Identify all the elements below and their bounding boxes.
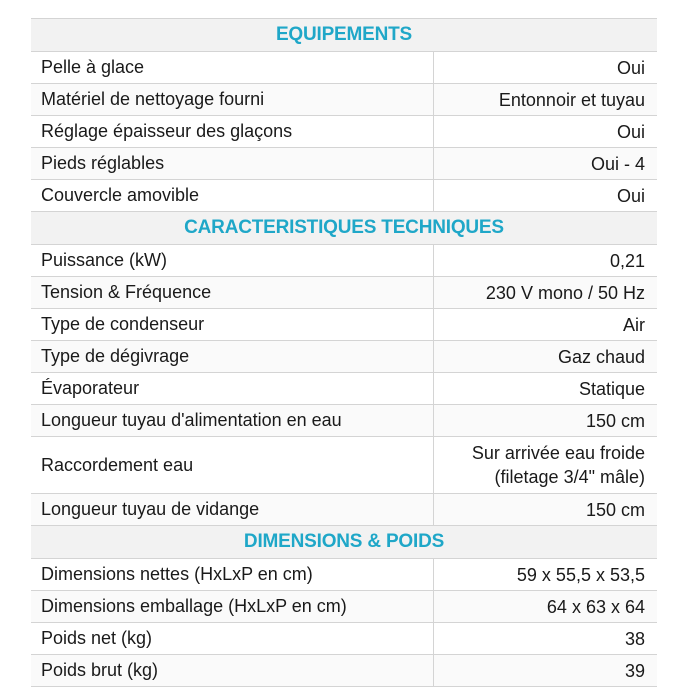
row-value: 38 [624,628,645,649]
row-value: 39 [624,660,645,681]
table-row [31,404,657,436]
table-row [31,340,657,372]
table-row [31,147,657,179]
row-label: Réglage épaisseur des glaçons [31,116,434,147]
row-value [434,437,657,493]
section-header-equipements: EQUIPEMENTS [31,18,657,51]
row-value: Entonnoir et tuyau [498,89,645,110]
row-label: Couvercle amovible [31,180,434,211]
section-header-dimensions: DIMENSIONS & POIDS [31,525,657,558]
row-label: Dimensions nettes (HxLxP en cm) [31,559,434,590]
table-row [31,276,657,308]
row-value: Air [623,314,645,335]
table-row [31,308,657,340]
row-value: Oui [616,121,645,142]
row-value: 59 x 55,5 x 53,5 [516,564,645,585]
row-value: 64 x 63 x 64 [546,596,645,617]
table-row [31,51,657,83]
table-row [31,244,657,276]
row-value: Oui - 4 [590,153,645,174]
row-value: Gaz chaud [557,346,645,367]
table-row [31,83,657,115]
table-row [31,558,657,590]
row-label: Pieds réglables [31,148,434,179]
row-label: Poids brut (kg) [31,655,434,686]
table-row [31,493,657,525]
row-label: Longueur tuyau de vidange [31,494,434,525]
row-value-line-1: Sur arrivée eau froide [471,443,645,463]
row-label: Matériel de nettoyage fourni [31,84,434,115]
row-value-line-2: (filetage 3/4" mâle) [494,467,645,487]
row-label: Puissance (kW) [31,245,434,276]
table-row [31,179,657,211]
row-value: Statique [578,378,645,399]
table-row [31,436,657,493]
row-value: Oui [616,185,645,206]
section-header-caracteristiques: CARACTERISTIQUES TECHNIQUES [31,211,657,244]
row-label: Dimensions emballage (HxLxP en cm) [31,591,434,622]
row-value: 0,21 [609,250,645,271]
row-label: Longueur tuyau d'alimentation en eau [31,405,434,436]
table-row [31,622,657,654]
row-label: Tension & Fréquence [31,277,434,308]
row-value: 230 V mono / 50 Hz [485,282,645,303]
table-row [31,115,657,147]
spec-table [31,18,657,687]
row-label: Évaporateur [31,373,434,404]
row-label: Type de condenseur [31,309,434,340]
row-label: Type de dégivrage [31,341,434,372]
row-value: 150 cm [585,499,645,520]
row-value: 150 cm [585,410,645,431]
row-label: Poids net (kg) [31,623,434,654]
row-label: Pelle à glace [31,52,434,83]
table-row [31,590,657,622]
table-row [31,654,657,686]
row-label: Raccordement eau [31,437,434,493]
row-value: Oui [616,57,645,78]
table-row [31,372,657,404]
